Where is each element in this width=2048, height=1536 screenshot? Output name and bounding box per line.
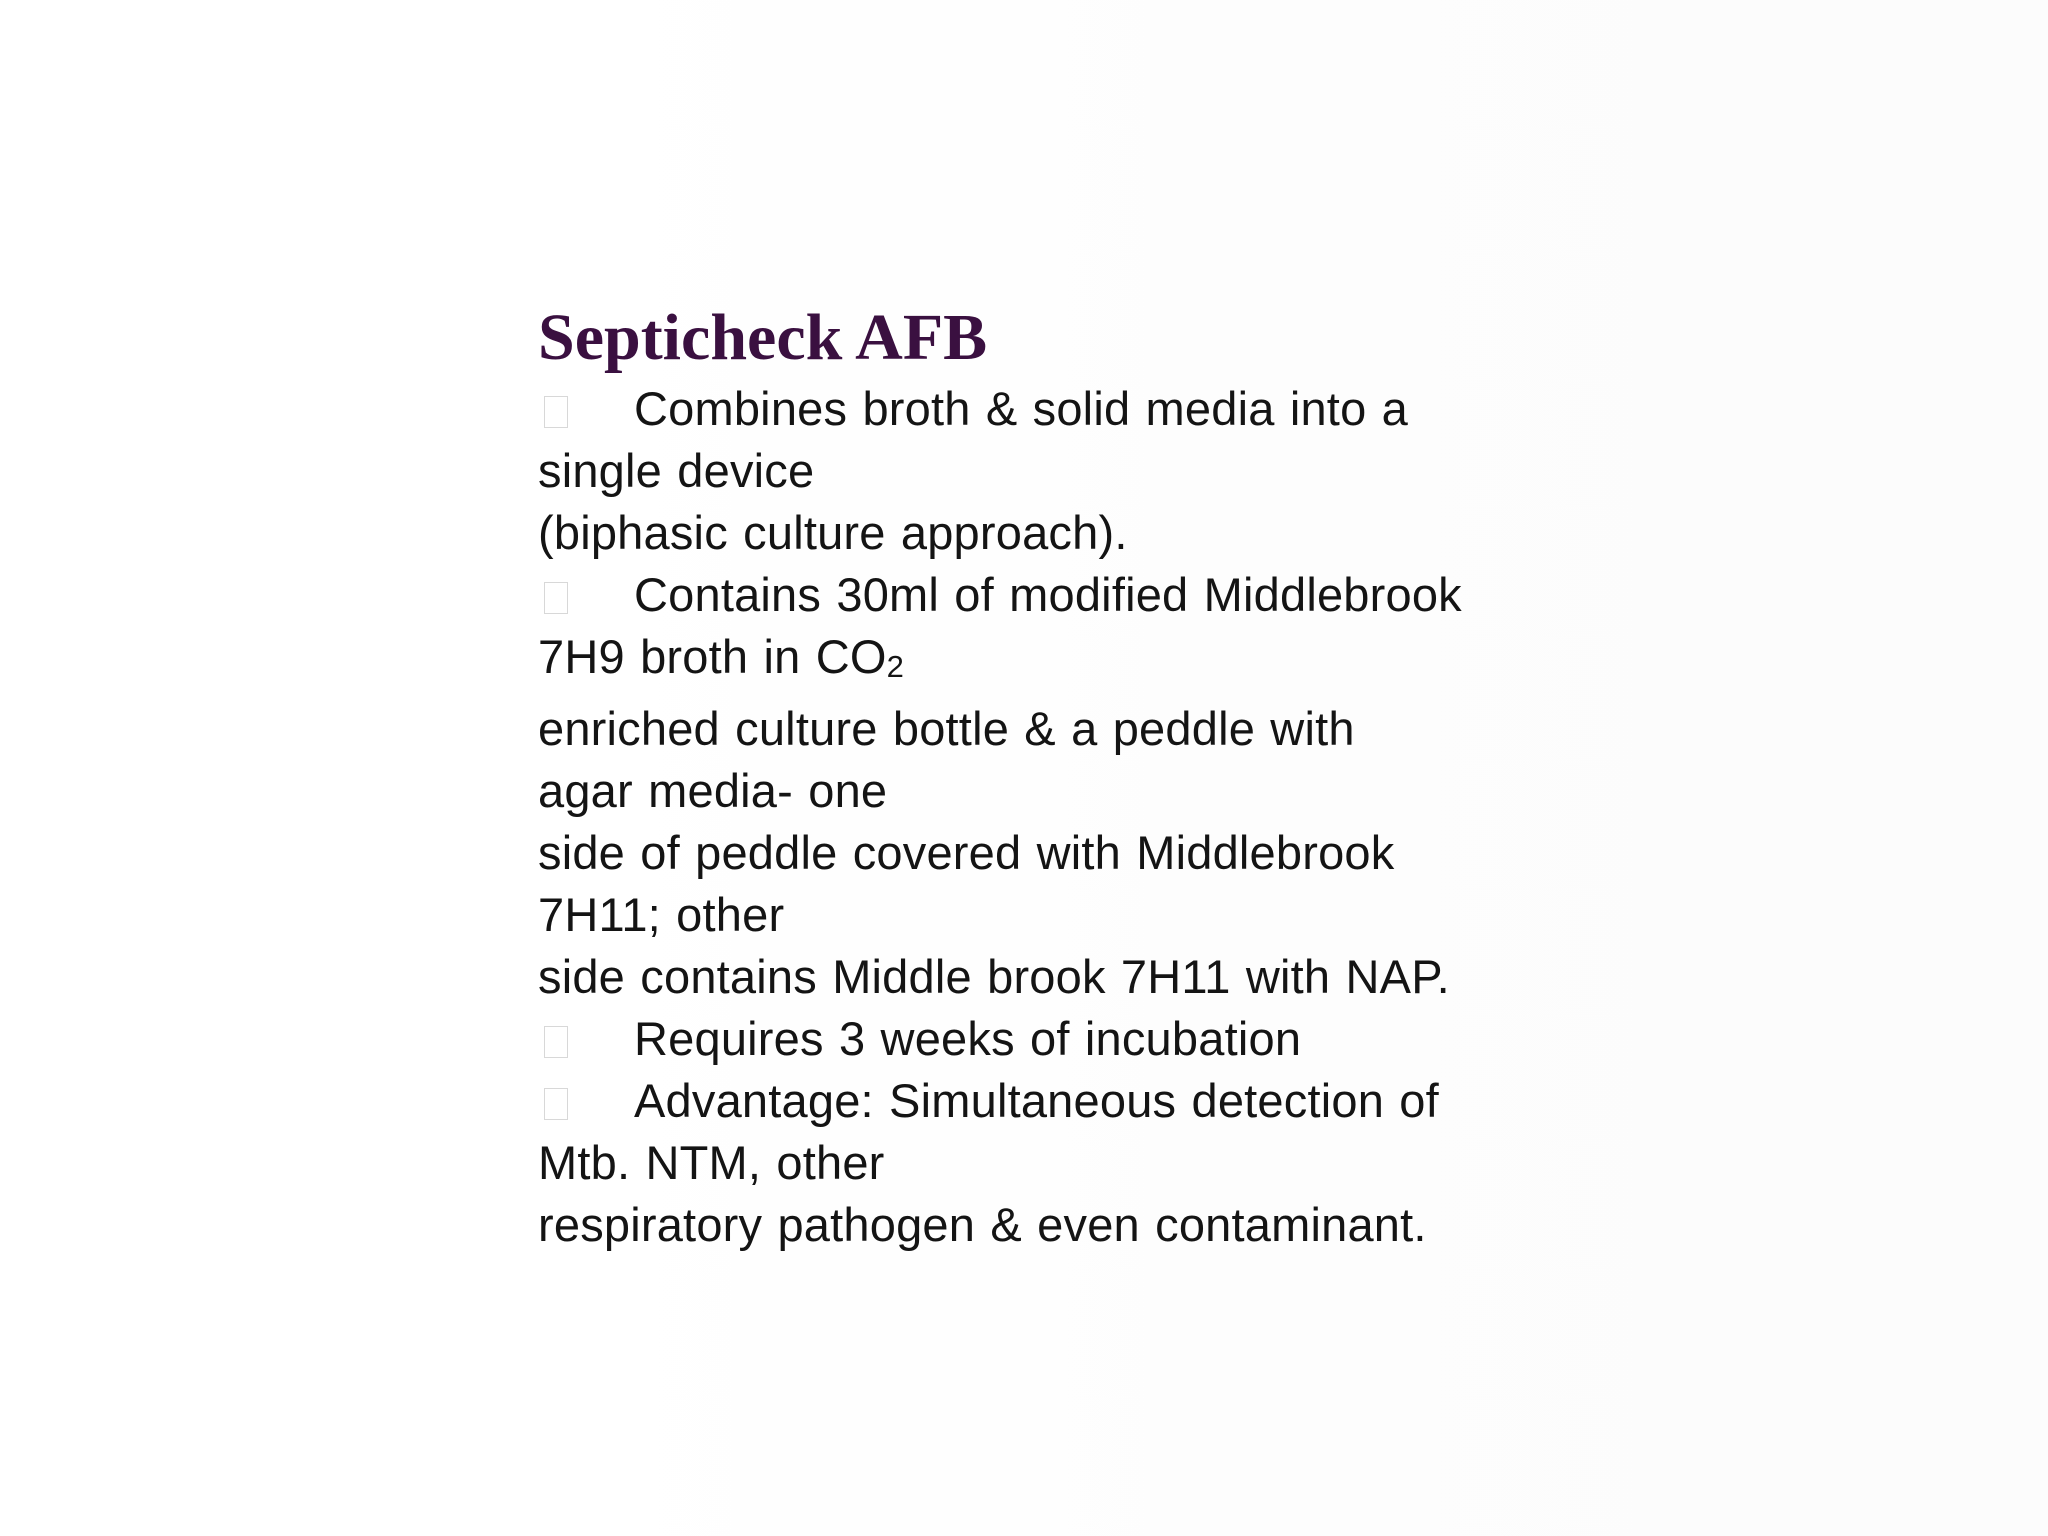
slide-title: Septicheck AFB xyxy=(538,301,988,374)
text-line: side contains Middle brook 7H11 with NAP. xyxy=(538,950,1450,1003)
bullet-line xyxy=(538,564,1538,626)
bullet-line xyxy=(538,1008,1538,1070)
text-line: respiratory pathogen & even contaminant. xyxy=(538,1198,1427,1251)
bullet-line xyxy=(538,378,1538,440)
missing-glyph-box-icon xyxy=(544,1088,568,1120)
line-text: Requires 3 weeks of incubation xyxy=(634,1012,1302,1065)
line-text: Contains 30ml of modified Middlebrook xyxy=(634,568,1462,621)
text-line: agar media- one xyxy=(538,764,888,817)
text-line: 7H11; other xyxy=(538,888,785,941)
missing-glyph-box-icon xyxy=(544,1026,568,1058)
text-line xyxy=(538,626,1538,698)
line-text: 7H9 broth in CO xyxy=(538,630,887,683)
text-line: single device xyxy=(538,444,815,497)
text-line: enriched culture bottle & a peddle with xyxy=(538,702,1355,755)
subscript: 2 xyxy=(886,649,905,684)
line-text: Advantage: Simultaneous detection of xyxy=(634,1074,1439,1127)
text-line: (biphasic culture approach). xyxy=(538,506,1128,559)
text-line: Mtb. NTM, other xyxy=(538,1136,885,1189)
slide-content xyxy=(538,298,1538,1256)
line-text: Combines broth & solid media into a xyxy=(634,382,1409,435)
missing-glyph-box-icon xyxy=(544,582,568,614)
missing-glyph-box-icon xyxy=(544,396,568,428)
bullet-line xyxy=(538,1070,1538,1132)
text-line: side of peddle covered with Middlebrook xyxy=(538,826,1395,879)
